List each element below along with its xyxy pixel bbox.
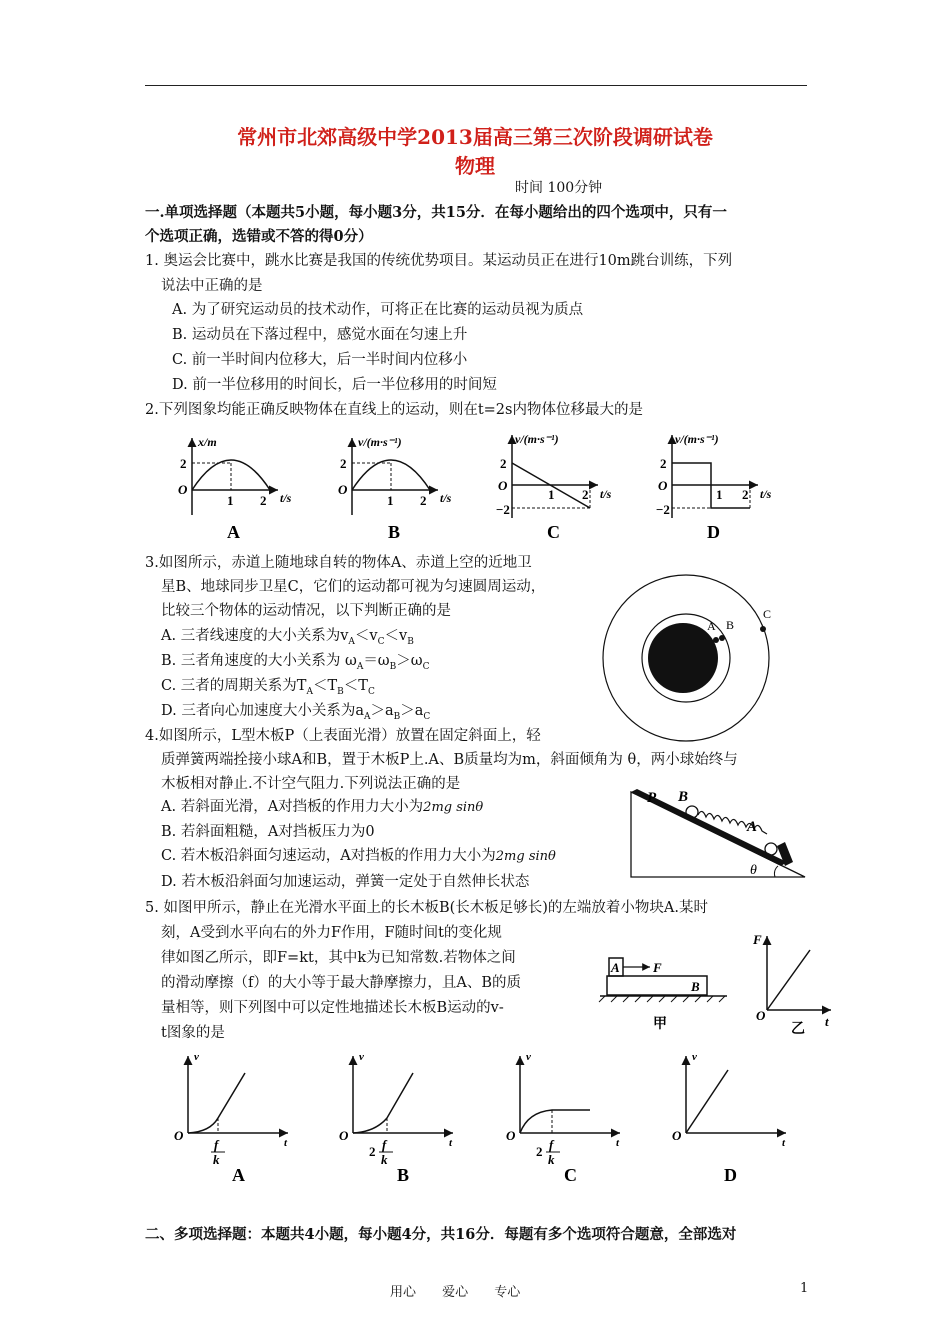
section1-line2: 个选项正确，选错或不答的得0分）: [145, 228, 373, 245]
q3-orbit-figure: [600, 572, 780, 752]
svg-text:2: 2: [536, 1144, 543, 1159]
page-title: 常州市北郊高级中学2013届高三第三次阶段调研试卷: [237, 125, 713, 149]
svg-text:t: t: [825, 1014, 829, 1029]
subject-title: 物理: [455, 154, 495, 178]
q1-option-a: A. 为了研究运动员的技术动作，可将正在比赛的运动员视为质点: [172, 302, 584, 318]
svg-text:O: O: [338, 482, 348, 497]
svg-text:B: B: [691, 979, 700, 994]
q3-stem-line1: 3.如图所示，赤道上随地球自转的物体A、赤道上空的近地卫: [145, 555, 532, 571]
vt-graph-a: [174, 1051, 288, 1185]
q2-stem: 2.下列图象均能正确反映物体在直线上的运动，则在t=2s内物体位移最大的是: [145, 402, 643, 418]
svg-text:F: F: [653, 960, 662, 975]
svg-text:f: f: [214, 1137, 219, 1152]
svg-text:−2: −2: [496, 502, 510, 517]
svg-text:t/s: t/s: [760, 487, 772, 501]
svg-text:O: O: [658, 478, 668, 493]
vt-graph-d: [672, 1051, 786, 1185]
graph-c-label: C: [547, 522, 560, 542]
graph-c: [496, 432, 612, 542]
svg-text:2: 2: [742, 487, 749, 502]
graph-a-xlabel: t/s: [280, 491, 292, 505]
svg-text:F: F: [753, 932, 762, 947]
q3-option-d: D. 三者向心加速度大小关系为$a_A>a_B>a_C$: [161, 703, 431, 722]
q3-stem-line3: 比较三个物体的运动情况，以下判断正确的是: [161, 603, 451, 619]
q5-stem-line5: 量相等，则下列图中可以定性地描述长木板B运动的v-: [161, 1000, 504, 1016]
graph-c-ylabel: v/(m·s⁻¹): [515, 432, 559, 446]
svg-text:2: 2: [500, 456, 507, 471]
exam-time: 时间 100分钟: [515, 180, 603, 196]
section2-line1: 二、多项选择题：本题共4小题，每小题4分，共16分．每题有多个选项符合题意，全部选对: [145, 1226, 737, 1243]
svg-text:v: v: [526, 1051, 531, 1063]
svg-text:O: O: [178, 482, 188, 497]
graph-a-label: A: [227, 522, 240, 542]
q1-stem-line2: 说法中正确的是: [161, 278, 263, 294]
svg-text:t/s: t/s: [600, 487, 612, 501]
svg-text:1: 1: [227, 493, 234, 508]
ball-a: [765, 843, 777, 855]
svg-text:2: 2: [180, 456, 187, 471]
earth: [648, 623, 718, 693]
q4-stem-line3: 木板相对静止.不计空气阻力.下列说法正确的是: [161, 776, 461, 792]
svg-text:P: P: [647, 790, 657, 806]
section1-line1: 一.单项选择题（本题共5小题，每小题3分，共15分．在每小题给出的四个选项中，只有一: [145, 204, 727, 221]
graph-a-ylabel: x/m: [198, 435, 217, 449]
svg-text:2: 2: [340, 456, 347, 471]
svg-text:A: A: [707, 619, 716, 633]
svg-text:k: k: [381, 1152, 388, 1167]
vt-graph-c: [506, 1051, 620, 1185]
q5-stem-line6: t图象的是: [161, 1025, 225, 1041]
svg-text:t: t: [449, 1137, 453, 1149]
vt-graph-b: [339, 1051, 453, 1185]
graph-d: [656, 432, 772, 542]
svg-text:k: k: [213, 1152, 220, 1167]
svg-text:O: O: [498, 478, 508, 493]
svg-text:2: 2: [582, 487, 589, 502]
graph-d-label: D: [707, 522, 720, 542]
q4-option-c: C. 若木板沿斜面匀速运动，A对挡板的作用力大小为2mg sinθ: [161, 848, 556, 864]
q4-stem-line1: 4.如图所示，L型木板P（上表面光滑）放置在固定斜面上，轻: [145, 728, 541, 744]
svg-text:2: 2: [260, 493, 267, 508]
vt-graph-d-label: D: [724, 1165, 737, 1185]
svg-text:f: f: [382, 1137, 387, 1152]
object-a: [713, 637, 719, 643]
svg-text:2: 2: [369, 1144, 376, 1159]
svg-text:1: 1: [387, 493, 394, 508]
graph-a: [178, 435, 292, 542]
page-number: 1: [800, 1281, 809, 1296]
q3-stem-line2: 星B、地球同步卫星C，它们的运动都可视为匀速圆周运动，: [161, 579, 546, 595]
footer-text: 用心 爱心 专心: [390, 1285, 521, 1300]
q3-option-c: C. 三者的周期关系为$T_A<T_B<T_C$: [161, 678, 375, 697]
svg-text:B: B: [678, 789, 689, 805]
satellite-b: [719, 635, 725, 641]
q1-option-d: D. 前一半位移用的时间长，后一半位移用的时间短: [172, 377, 497, 393]
q5-stem-line2: 刻，A受到水平向右的外力F作用，F随时间t的变化规: [161, 925, 502, 941]
header-rule: [145, 85, 807, 86]
q5-stem-line4: 的滑动摩擦（f）的大小等于最大静摩擦力，且A、B的质: [161, 975, 521, 991]
f-line: [767, 950, 810, 1010]
svg-text:t: t: [284, 1137, 288, 1149]
svg-text:O: O: [672, 1128, 682, 1143]
q3-option-a: A. 三者线速度的大小关系为$v_A<v_C<v_B$: [161, 628, 414, 647]
graph-b: [338, 435, 452, 542]
svg-text:O: O: [339, 1128, 349, 1143]
svg-text:O: O: [174, 1128, 184, 1143]
svg-text:k: k: [548, 1152, 555, 1167]
graph-d-ylabel: v/(m·s⁻¹): [675, 432, 719, 446]
svg-text:v: v: [692, 1051, 697, 1063]
svg-text:C: C: [763, 607, 772, 621]
svg-text:2: 2: [660, 456, 667, 471]
label-jia: 甲: [653, 1017, 667, 1032]
satellite-c: [760, 626, 766, 632]
q1-stem-line1: 1. 奥运会比赛中，跳水比赛是我国的传统优势项目。某运动员正在进行10m跳台训练，下列: [145, 253, 733, 269]
svg-text:O: O: [756, 1008, 766, 1023]
q4-option-a: A. 若斜面光滑，A对挡板的作用力大小为2mg sinθ: [161, 799, 484, 815]
svg-text:t/s: t/s: [440, 491, 452, 505]
svg-text:v: v: [359, 1051, 364, 1063]
svg-text:B: B: [726, 618, 735, 632]
vt-graph-c-label: C: [564, 1165, 577, 1185]
svg-text:A: A: [611, 960, 620, 975]
svg-text:θ: θ: [750, 863, 757, 878]
graph-b-ylabel: v/(m·s⁻¹): [358, 435, 402, 449]
svg-text:O: O: [506, 1128, 516, 1143]
q5-vt-graphs: [170, 1048, 810, 1188]
svg-text:2: 2: [420, 493, 427, 508]
q4-option-b: B. 若斜面粗糙，A对挡板压力为0: [161, 824, 375, 840]
q5-setup-figure: [595, 928, 840, 1053]
q1-option-b: B. 运动员在下落过程中，感觉水面在匀速上升: [172, 327, 468, 343]
q5-stem-line3: 律如图乙所示，即F=kt，其中k为已知常数.若物体之间: [161, 950, 516, 966]
label-yi: 乙: [791, 1022, 805, 1037]
svg-text:t: t: [782, 1137, 786, 1149]
svg-text:A: A: [747, 819, 758, 835]
svg-text:1: 1: [548, 487, 555, 502]
q4-incline-figure: [625, 782, 810, 882]
q5-stem-line1: 5. 如图甲所示，静止在光滑水平面上的长木板B(长木板足够长)的左端放着小物块A.某时: [145, 900, 708, 916]
q1-option-c: C. 前一半时间内位移大，后一半时间内位移小: [172, 352, 468, 368]
svg-text:−2: −2: [656, 502, 670, 517]
q4-stem-line2: 质弹簧两端拴接小球A和B，置于木板P上.A、B质量均为m，斜面倾角为 θ，两小球始终与: [161, 752, 738, 768]
svg-text:f: f: [549, 1137, 554, 1152]
q3-option-b: B. 三者角速度的大小关系为 $\omega_A=\omega_B>\omega_C$: [161, 653, 430, 672]
q2-graphs: [170, 430, 810, 545]
graph-b-label: B: [388, 522, 401, 542]
svg-text:1: 1: [716, 487, 723, 502]
svg-text:t: t: [616, 1137, 620, 1149]
vt-graph-b-label: B: [397, 1165, 410, 1185]
svg-text:v: v: [194, 1051, 199, 1063]
vt-graph-a-label: A: [232, 1165, 245, 1185]
q4-option-d: D. 若木板沿斜面匀加速运动，弹簧一定处于自然伸长状态: [161, 874, 530, 890]
